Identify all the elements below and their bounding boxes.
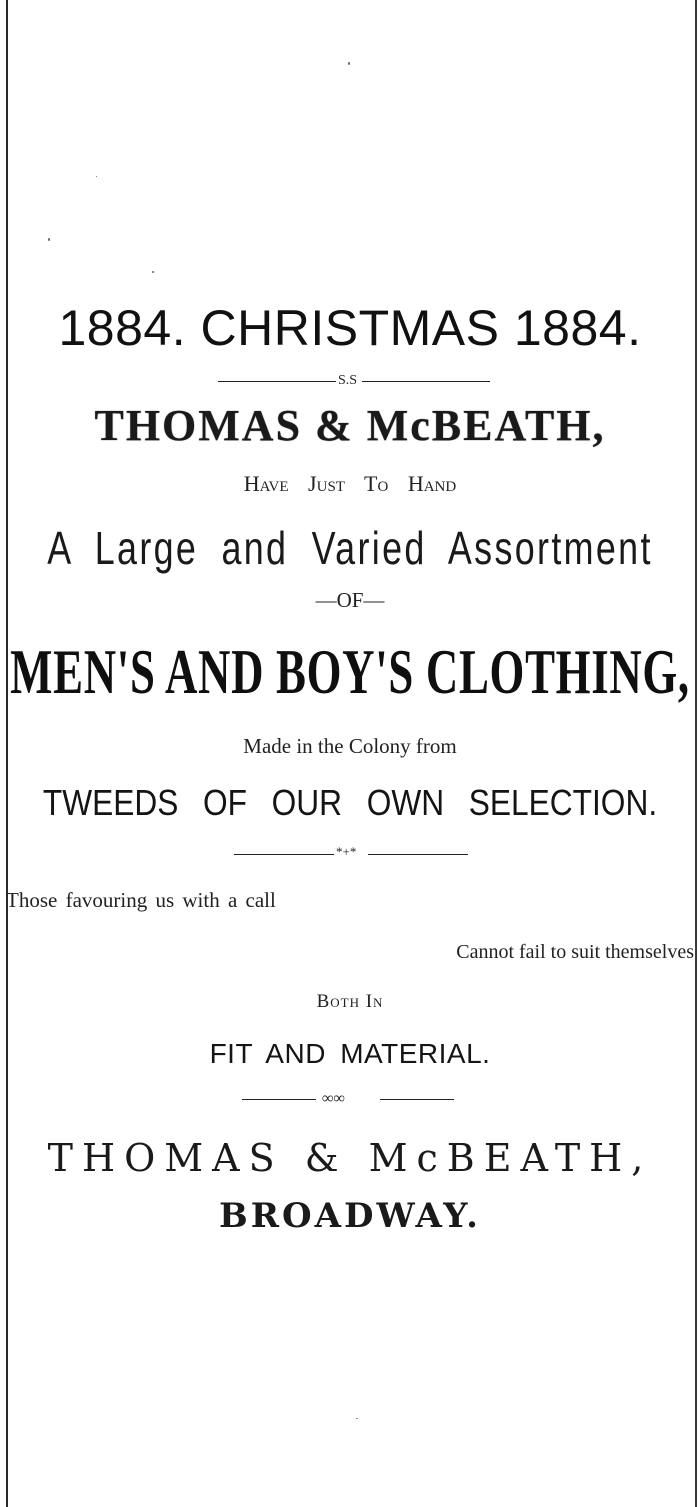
ornament-bottom: ∞∞ [322, 1090, 345, 1107]
ornament-rule-right [380, 1099, 454, 1100]
ornament-rule-left [234, 854, 334, 855]
both-in-line: Both In [316, 991, 384, 1012]
made-in-colony: Made in the Colony from [243, 734, 457, 758]
ornament-top: S.S [338, 373, 358, 388]
favouring-line: Those favouring us with a call [6, 888, 276, 912]
fit-and-material: FIT AND MATERIAL. [209, 1038, 491, 1069]
of-line: —OF— [315, 588, 385, 612]
ornament-middle: *+* [336, 844, 357, 859]
print-speck [96, 176, 97, 177]
address-broadway: BROADWAY. [219, 1196, 481, 1236]
assortment-line: A Large and Varied Assortment [47, 522, 653, 574]
print-speck [348, 62, 350, 65]
firm-name-bottom: THOMAS & McBEATH, [47, 1136, 653, 1180]
clothing-heading: MEN'S AND BOY'S CLOTHING, [10, 636, 690, 707]
ornament-rule-left [242, 1099, 316, 1100]
have-just-to-hand: Have Just To Hand [243, 471, 457, 496]
ornament-rule-right [368, 854, 468, 855]
christmas-heading: 1884. CHRISTMAS 1884. [58, 300, 642, 356]
ornament-rule-left [218, 381, 336, 382]
print-speck [356, 1418, 358, 1419]
print-speck [152, 271, 154, 273]
print-speck [48, 238, 50, 241]
firm-name-top: THOMAS & McBEATH, [94, 401, 606, 450]
cannot-fail-line: Cannot fail to suit themselves [456, 941, 694, 963]
ornament-rule-right [362, 381, 490, 382]
tweeds-line: TWEEDS OF OUR OWN SELECTION. [42, 782, 658, 823]
